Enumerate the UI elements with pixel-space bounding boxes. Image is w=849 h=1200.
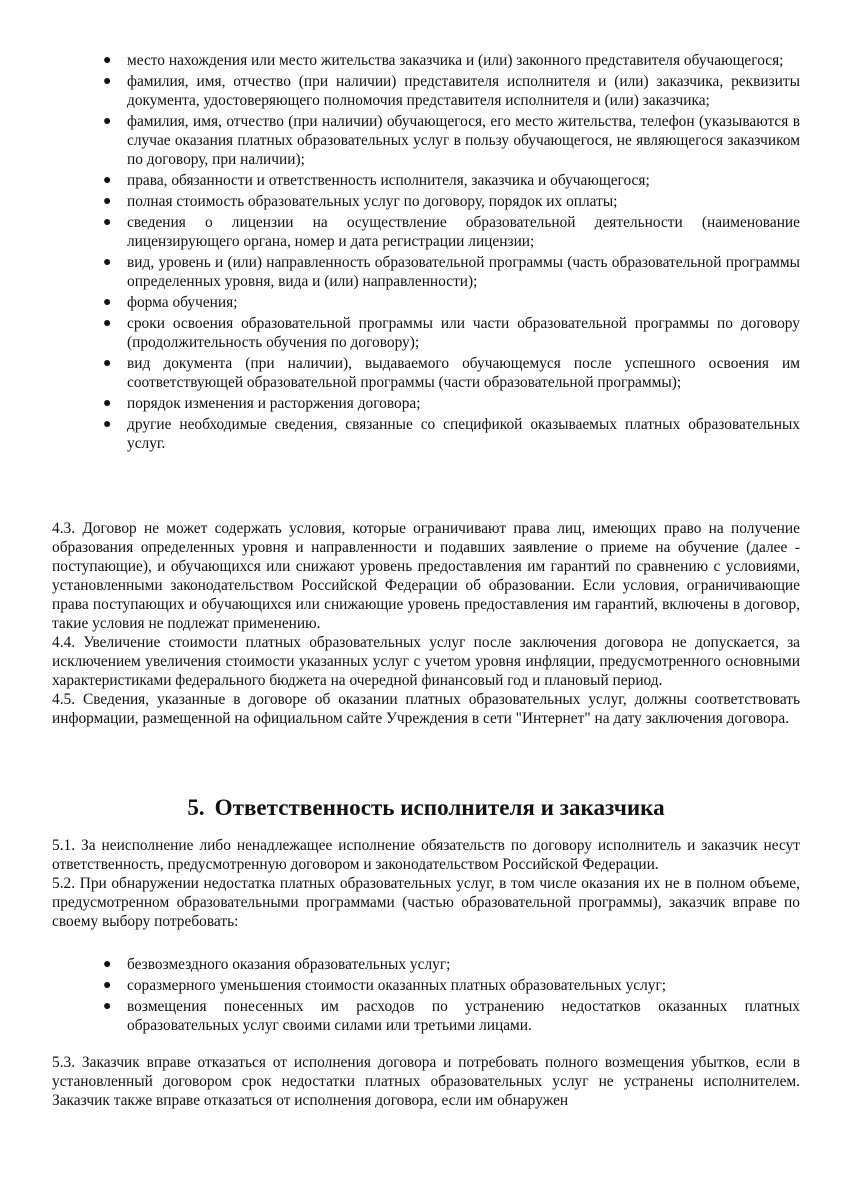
section-title: Ответственность исполнителя и заказчика — [214, 794, 665, 820]
list-item — [100, 72, 800, 110]
remedies-list — [100, 955, 800, 1037]
list-item — [100, 112, 800, 169]
contract-details-list — [100, 51, 800, 455]
bullet-icon: ● — [103, 53, 112, 68]
section-number: 5. — [187, 794, 205, 820]
list-item — [100, 415, 800, 453]
list-item — [100, 976, 800, 995]
bullet-icon: ● — [103, 396, 112, 411]
bullet-icon: ● — [103, 194, 112, 209]
list-item — [100, 171, 800, 190]
list-item-text: безвозмездного оказания образовательных услуг; — [127, 956, 451, 973]
bullet-icon: ● — [103, 417, 112, 432]
list-item — [100, 354, 800, 392]
section-5-heading — [52, 794, 800, 820]
list-item-text: фамилия, имя, отчество (при наличии) обучающегося, его место жительства, телефон (указываются в случае оказания платных образовательных услуг в пользу обучающегося, не являющегося заказчиком по договору, при наличии); — [127, 113, 800, 168]
clause-5-2: 5.2. При обнаружении недостатка платных образовательных услуг, в том числе оказания их не в полном объеме, предусмотренном образовательными программами (частью образовательной программы), заказчик вправе по своему выбору потребовать: — [52, 875, 800, 930]
bullet-icon: ● — [103, 114, 112, 129]
list-item — [100, 997, 800, 1035]
list-item — [100, 192, 800, 211]
list-item-text: порядок изменения и расторжения договора; — [127, 395, 421, 412]
bullet-icon: ● — [103, 957, 112, 972]
clause-5-1: 5.1. За неисполнение либо ненадлежащее исполнение обязательств по договору исполнитель и заказчик несут ответственность, предусмотренную договором и законодательством Российской Федерации. — [52, 837, 800, 873]
list-item — [100, 314, 800, 352]
list-item — [100, 213, 800, 251]
list-item-text: вид, уровень и (или) направленность образовательной программы (часть образовательной программы определенных уровня, вида и (или) направленности); — [127, 254, 800, 290]
list-item-text: права, обязанности и ответственность исполнителя, заказчика и обучающегося; — [127, 172, 650, 189]
clause-4-3: 4.3. Договор не может содержать условия, которые ограничивают права лиц, имеющих право на получение образования определенных уровня и направленности и подавших заявление о приеме на обучение (далее - поступающие), и обучающихся или снижают уровень предоставления им гарантий по сравнению с условиями, установленными законодательством Российской Федерации об образовании. Если условия, ограничивающие права поступающих и обучающихся или снижающие уровень предоставления им гарантий, включены в договор, такие условия не подлежат применению. — [52, 520, 800, 632]
list-item-text: другие необходимые сведения, связанные со спецификой оказываемых платных образовательных услуг. — [127, 416, 800, 452]
clauses-4-3-to-4-5 — [52, 519, 800, 728]
bullet-icon: ● — [103, 356, 112, 371]
bullet-icon: ● — [103, 295, 112, 310]
list-item-text: место нахождения или место жительства заказчика и (или) законного представителя обучающегося; — [127, 52, 784, 69]
list-item-text: сроки освоения образовательной программы или части образовательной программы по договору (продолжительность обучения по договору); — [127, 315, 800, 351]
list-item-text: вид документа (при наличии), выдаваемого обучающемуся после успешного освоения им соответствующей образовательной программы (части образовательной программы); — [127, 355, 800, 391]
clauses-5-1-5-2 — [52, 836, 800, 931]
list-item — [100, 51, 800, 70]
list-item — [100, 955, 800, 974]
list-item-text: фамилия, имя, отчество (при наличии) представителя исполнителя и (или) заказчика, реквизиты документа, удостоверяющего полномочия представителя исполнителя и (или) заказчика; — [127, 73, 800, 109]
bullet-icon: ● — [103, 999, 112, 1014]
list-item — [100, 394, 800, 413]
bullet-icon: ● — [103, 316, 112, 331]
clause-4-5: 4.5. Сведения, указанные в договоре об оказании платных образовательных услуг, должны соответствовать информации, размещенной на официальном сайте Учреждения в сети "Интернет" на дату заключения договора. — [52, 691, 800, 727]
bullet-icon: ● — [103, 173, 112, 188]
bullet-icon: ● — [103, 978, 112, 993]
list-item — [100, 253, 800, 291]
bullet-icon: ● — [103, 215, 112, 230]
clause-5-3-container — [52, 1053, 800, 1110]
list-item-text: форма обучения; — [127, 294, 238, 311]
bullet-icon: ● — [103, 74, 112, 89]
list-item — [100, 293, 800, 312]
list-item-text: возмещения понесенных им расходов по устранению недостатков оказанных платных образовательных услуг своими силами или третьими лицами. — [127, 998, 800, 1034]
list-item-text: сведения о лицензии на осуществление образовательной деятельности (наименование лицензирующего органа, номер и дата регистрации лицензии; — [127, 214, 800, 250]
list-item-text: соразмерного уменьшения стоимости оказанных платных образовательных услуг; — [127, 977, 667, 994]
clause-4-4: 4.4. Увеличение стоимости платных образовательных услуг после заключения договора не допускается, за исключением увеличения стоимости указанных услуг с учетом уровня инфляции, предусмотренного основными характеристиками федерального бюджета на очередной финансовый год и плановый период. — [52, 634, 800, 689]
clause-5-3: 5.3. Заказчик вправе отказаться от исполнения договора и потребовать полного возмещения убытков, если в установленный договором срок недостатки платных образовательных услуг не устранены исполнителем. Заказчик также вправе отказаться от исполнения договора, если им обнаружен — [52, 1054, 800, 1109]
list-item-text: полная стоимость образовательных услуг по договору, порядок их оплаты; — [127, 193, 618, 210]
bullet-icon: ● — [103, 255, 112, 270]
